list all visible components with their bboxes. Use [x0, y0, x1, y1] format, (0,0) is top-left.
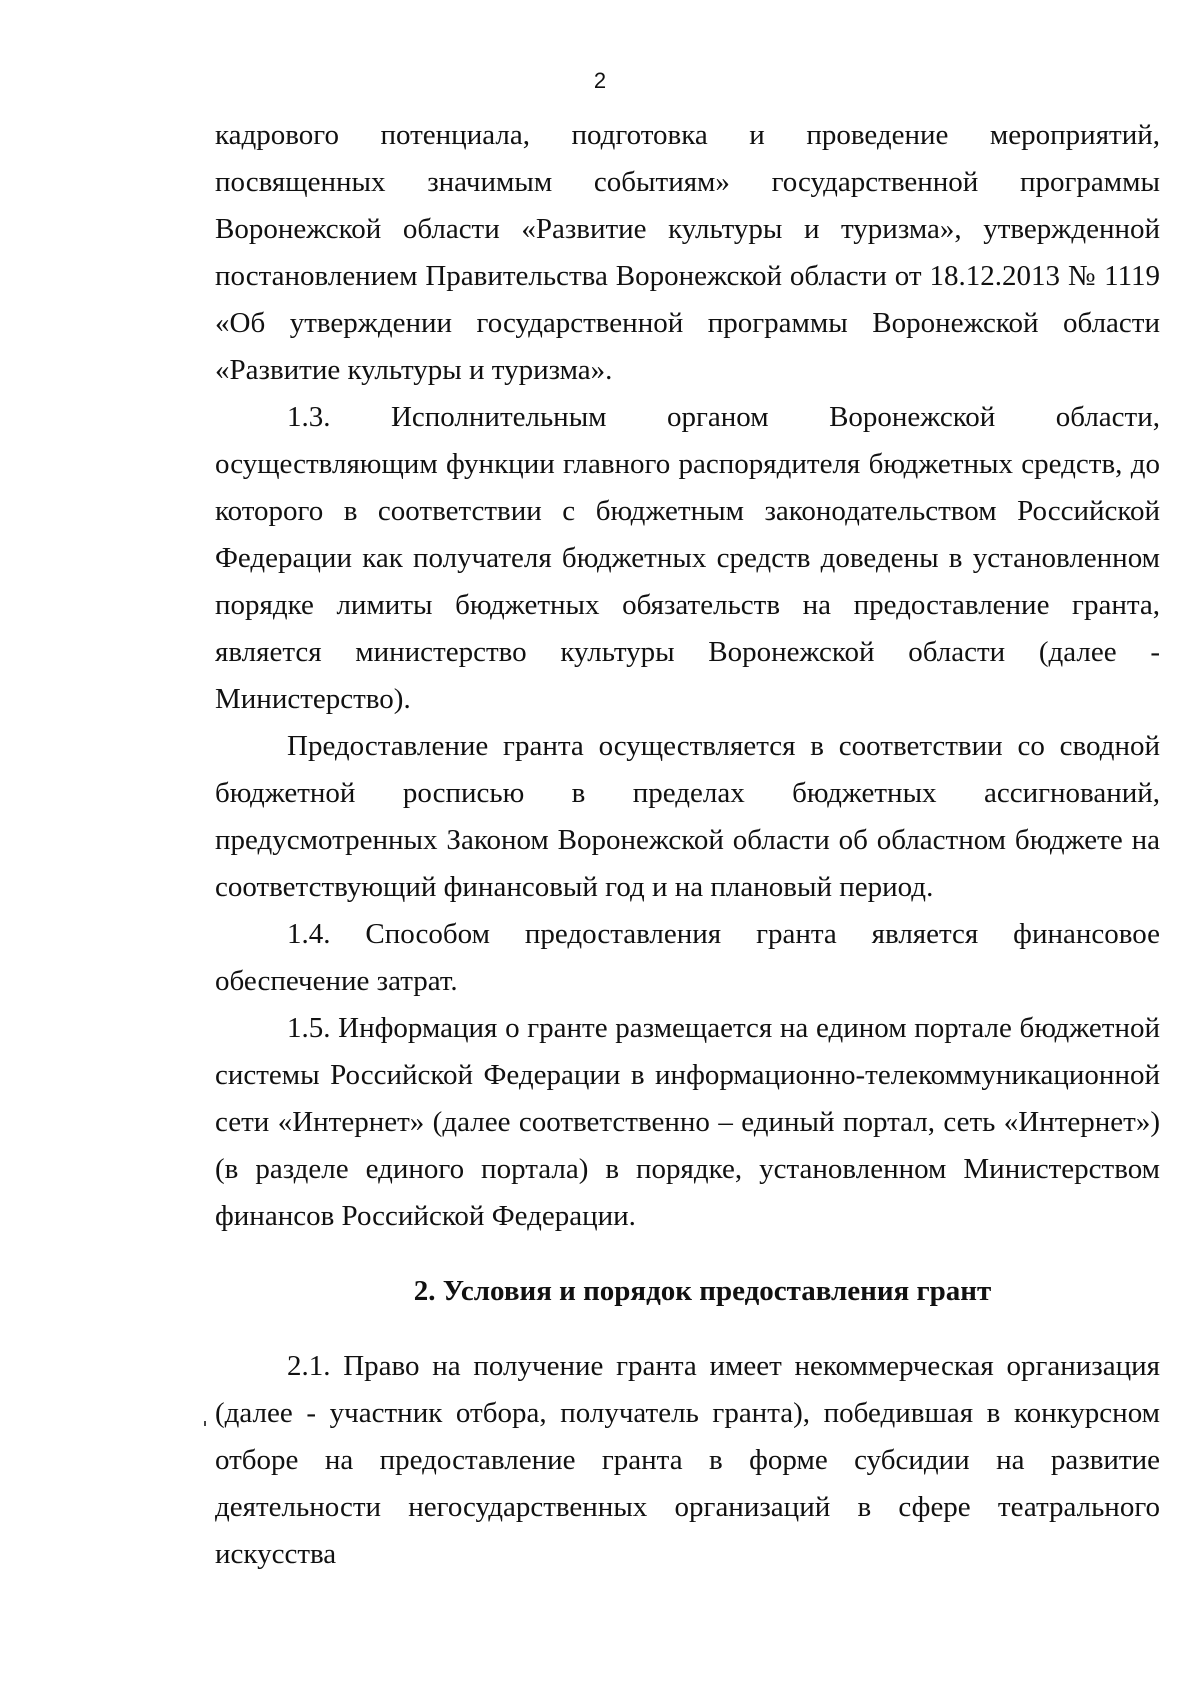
section-2-heading: 2. Условия и порядок предоставления грант [413, 1275, 992, 1307]
page-number: 2 [593, 68, 607, 93]
paragraph-budget: Предоставление гранта осуществляется в соответствии со сводной бюджетной росписью в пределах бюджетных ассигнований, предусмотренных Законом Воронежской области об областном бюджете на соответствующий финансовый год и на плановый период. [215, 730, 1160, 903]
paragraph-1-3: 1.3. Исполнительным органом Воронежской области, осуществляющим функции главного распорядителя бюджетных средств, до которого в соответствии с бюджетным законодательством Российской Федерации как получателя бюджетных средств доведены в установленном порядке лимиты бюджетных обязательств на предоставление гранта, является министерство культуры Воронежской области (далее - Министерство). [215, 401, 1160, 715]
paragraph-continuation: кадрового потенциала, подготовка и проведение мероприятий, посвященных значимым событиям» государственной программы Воронежской области «Развитие культуры и туризма», утвержденной постановлением Правительства Воронежской области от 18.12.2013 № 1119 «Об утверждении государственной программы Воронежской области «Развитие культуры и туризма». [215, 119, 1160, 386]
scan-mark [204, 1421, 206, 1426]
paragraph-1-4: 1.4. Способом предоставления гранта является финансовое обеспечение затрат. [215, 918, 1160, 997]
paragraph-2-1: 2.1. Право на получение гранта имеет некоммерческая организация (далее - участник отбора, получатель гранта), победившая в конкурсном отборе на предоставление гранта в форме субсидии на развитие деятельности негосударственных организаций в сфере театрального искусства [215, 1350, 1160, 1570]
document-body [215, 112, 1160, 1578]
paragraph-1-5: 1.5. Информация о гранте размещается на едином портале бюджетной системы Российской Федерации в информационно-телекоммуникационной сети «Интернет» (далее соответственно – единый портал, сеть «Интернет») (в разделе единого портала) в порядке, установленном Министерством финансов Российской Федерации. [215, 1012, 1160, 1232]
